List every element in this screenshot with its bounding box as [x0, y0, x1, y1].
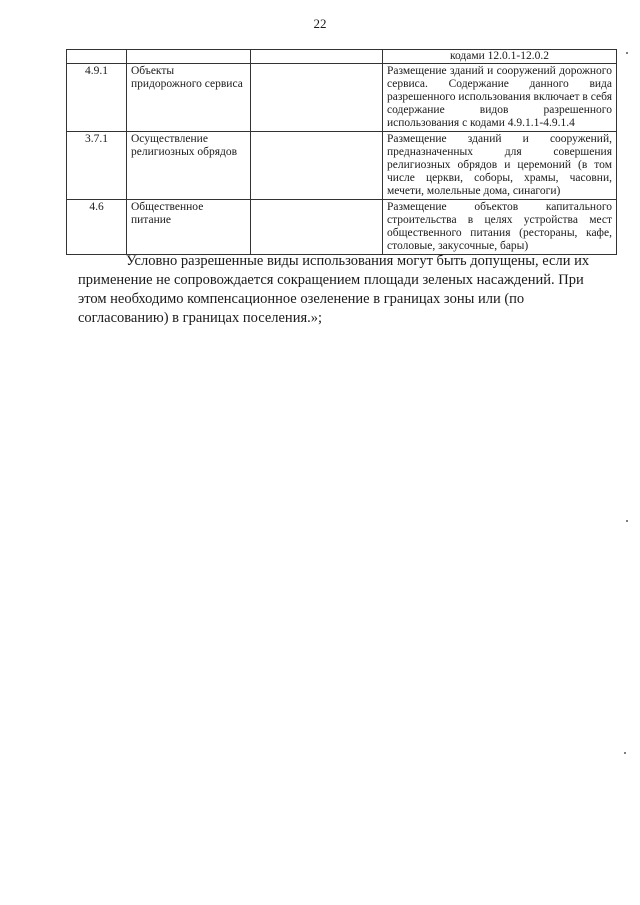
- table-cell-empty: [251, 200, 383, 255]
- table-row: [67, 50, 617, 64]
- scan-speck: [626, 52, 628, 54]
- body-paragraph: Условно разрешенные виды использования могут быть допущены, если их применение не сопровождается сокращением площади зеленых насаждений. При этом необходимо компенсационное озеленение в границах зоны или (по согласованию) в границах поселения.»;: [78, 252, 590, 326]
- table-cell-name: Объекты придорожного сервиса: [127, 64, 251, 132]
- table-cell-code: 4.9.1: [67, 64, 127, 132]
- table-cell-empty: [251, 132, 383, 200]
- page-number: 22: [313, 16, 327, 31]
- table-cell-name: Осуществление религиозных обрядов: [127, 132, 251, 200]
- table-cell-code: 3.7.1: [67, 132, 127, 200]
- table-cell-code: [67, 50, 127, 64]
- table-cell-desc: Размещение объектов капитального строительства в целях устройства мест общественного питания (рестораны, кафе, столовые, закусочные, бары): [383, 200, 617, 255]
- table-cell-desc: Размещение зданий и сооружений дорожного сервиса. Содержание данного вида разрешенного использования включает в себя содержание видов разрешенного использования с кодами 4.9.1.1-4.9.1.4: [383, 64, 617, 132]
- table-cell-name: Общественное питание: [127, 200, 251, 255]
- table-cell-desc: кодами 12.0.1-12.0.2: [383, 50, 617, 64]
- table-cell-empty: [251, 64, 383, 132]
- table-cell-desc: Размещение зданий и сооружений, предназначенных для совершения религиозных обрядов и церемоний (в том числе церкви, соборы, храмы, часовни, мечети, молельные дома, синагоги): [383, 132, 617, 200]
- table-row: [67, 64, 617, 132]
- scan-speck: [624, 752, 626, 754]
- table-cell-name: [127, 50, 251, 64]
- scan-speck: [626, 520, 628, 522]
- table-row: [67, 132, 617, 200]
- land-use-table: [66, 49, 617, 255]
- table-cell-empty: [251, 50, 383, 64]
- table-cell-code: 4.6: [67, 200, 127, 255]
- table-row: [67, 200, 617, 255]
